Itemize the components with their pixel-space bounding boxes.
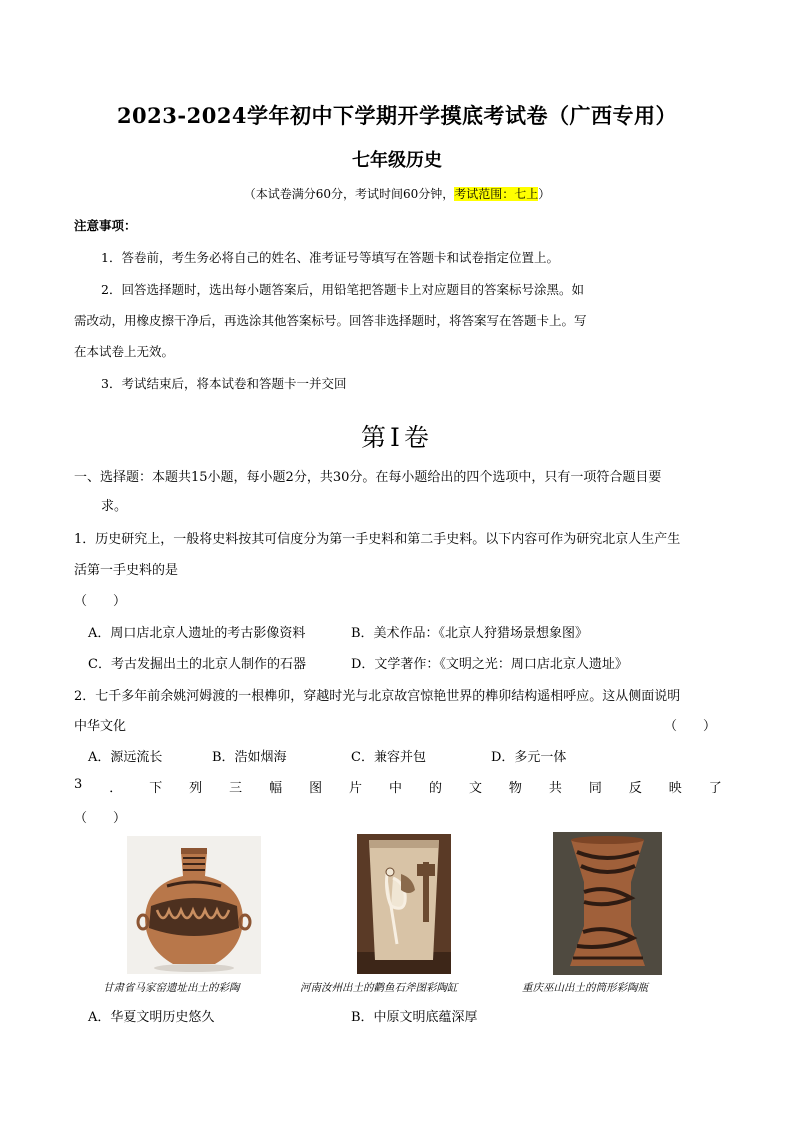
q1-option-d: D．文学著作：《文明之光：周口店北京人遗址》 [351,657,628,672]
q2-answer-blank: （ ） [664,719,717,734]
q1-stem-line-1: 1．历史研究上，一般将史料按其可信度分为第一手史料和第二手史料。以下内容可作为研究北京人生产生 [74,532,681,547]
q1-option-c: C．考古发掘出土的北京人制作的石器 [88,657,306,672]
majiayao-pottery-image [127,836,261,974]
part1-instruction-line-2: 求。 [101,499,128,514]
notice-item-2-line-1: 2．回答选择题时，选出每小题答案后，用铅笔把答题卡上对应题目的答案标号涂黑。如 [101,282,584,297]
q2-option-a: A．源远流长 [88,750,163,765]
q3-char: 幅 [269,781,283,796]
info-prefix: （本试卷满分60分，考试时间60分钟， [243,187,455,201]
q3-stem [74,777,722,796]
q3-char: 物 [508,781,522,796]
q2-stem-line-1: 2．七千多年前余姚河姆渡的一根榫卯，穿越时光与北京故宫惊艳世界的榫卯结构遥相呼应。这从侧面说明 [74,689,681,704]
q3-option-a: A．华夏文明历史悠久 [88,1010,215,1025]
q3-char: 图 [309,781,323,796]
q3-option-b: B．中原文明底蕴深厚 [351,1010,478,1025]
q2-option-d: D．多元一体 [491,750,567,765]
info-suffix: ） [538,187,551,201]
q2-option-b: B．浩如烟海 [212,750,287,765]
q3-char: 片 [349,781,363,796]
exam-title: 2023-2024学年初中下学期开学摸底考试卷（广西专用） [116,103,678,128]
q3-answer-blank: （ ） [74,811,127,826]
q1-answer-blank: （ ） [74,594,127,609]
q3-char: 三 [229,781,243,796]
info-highlight: 考试范围：七上 [454,187,539,201]
notice-item-2-line-2: 需改动，用橡皮擦干净后，再选涂其他答案标号。回答非选择题时，将答案写在答题卡上。写 [74,313,587,328]
q3-char: 列 [189,781,203,796]
q1-option-b: B．美术作品：《北京人狩猎场景想象图》 [351,626,589,641]
figure-1-caption: 甘肃省马家窑遗址出土的彩陶 [103,982,240,994]
q3-char: 的 [428,781,442,796]
wushan-cylindrical-vase-image [553,832,662,975]
q3-char: 中 [389,781,403,796]
q2-stem-line-2: 中华文化 [74,719,127,734]
q3-char: 文 [468,781,482,796]
exam-info [0,185,794,202]
q3-char: 同 [588,781,602,796]
q3-char: 共 [548,781,562,796]
section-title: 第Ⅰ卷 [361,423,433,452]
notice-heading: 注意事项： [74,218,137,233]
q3-char: 3 [74,777,83,792]
notice-item-2-line-3: 在本试卷上无效。 [74,344,175,359]
q3-char: 了 [708,781,722,796]
part1-instruction-line-1: 一、选择题：本题共15小题，每小题2分，共30分。在每小题给出的四个选项中，只有一项符合题目要 [74,470,662,485]
q3-char: 下 [149,781,163,796]
figure-3-caption: 重庆巫山出土的筒形彩陶瓶 [522,982,648,994]
notice-item-3: 3．考试结束后，将本试卷和答题卡一并交回 [101,376,347,391]
q3-char: 反 [628,781,642,796]
q1-stem-line-2: 活第一手史料的是 [74,563,179,578]
exam-subtitle: 七年级历史 [352,150,442,171]
q1-option-a: A．周口店北京人遗址的考古影像资料 [88,626,306,641]
q3-char: ． [109,781,123,796]
notice-item-1: 1．答卷前，考生务必将自己的姓名、准考证号等填写在答题卡和试卷指定位置上。 [101,250,559,265]
q2-option-c: C．兼容并包 [351,750,426,765]
q3-char: 映 [668,781,682,796]
figure-2-caption: 河南汝州出土的鹳鱼石斧图彩陶缸 [300,982,458,994]
stork-fish-axe-vat-image [357,834,451,974]
